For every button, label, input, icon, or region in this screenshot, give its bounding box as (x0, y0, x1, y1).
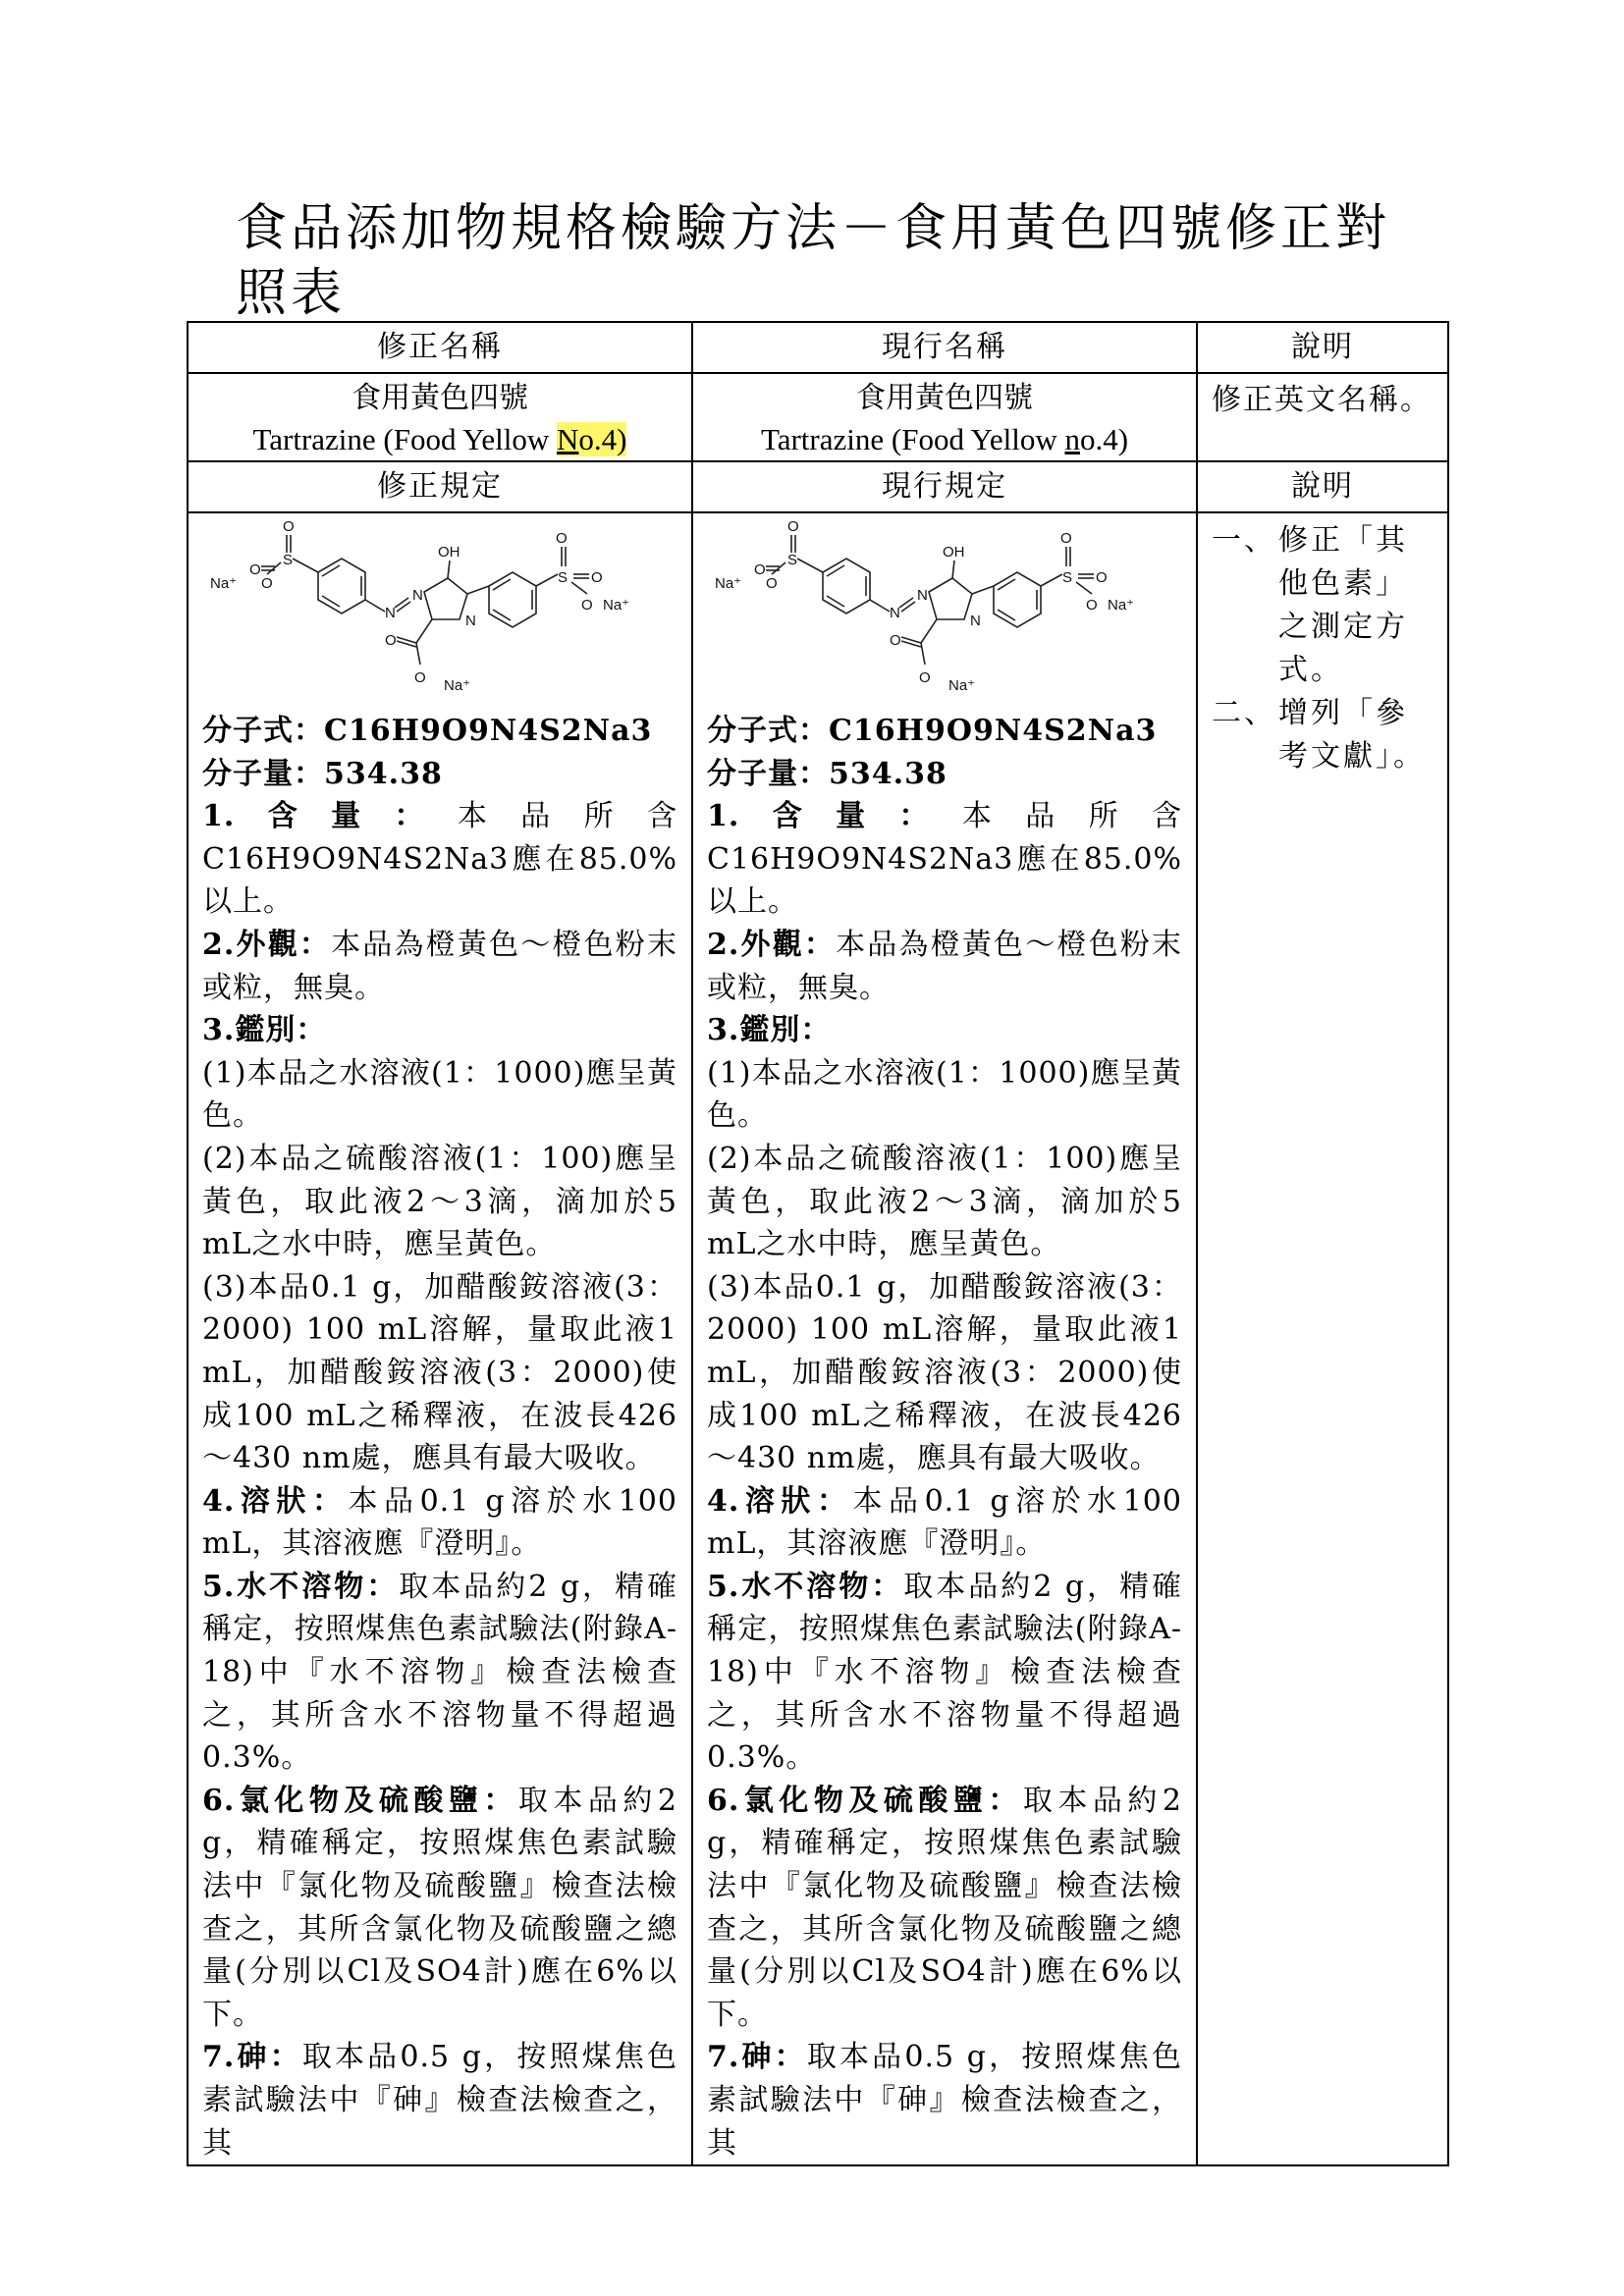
revised-rules (202, 517, 677, 2164)
mw-value: 534.38 (829, 756, 947, 791)
chem-atom-na: Na⁺ (715, 575, 742, 592)
rule-heading: 4.溶狀： (202, 1483, 349, 1519)
rule-paragraph (202, 2036, 677, 2164)
formula-value: C16H9O9N4S2Na3 (324, 714, 653, 748)
rule-paragraph (202, 1480, 677, 1566)
explanation-cell (1197, 512, 1448, 2165)
chem-atom-na: Na⁺ (948, 677, 976, 694)
current-rules-cell (692, 512, 1197, 2165)
chem-atom-o: O (556, 530, 568, 547)
rule-heading: 7.砷： (707, 2040, 807, 2075)
revised-name-en-highlight (557, 422, 626, 456)
tartrazine-structure-diagram (202, 517, 674, 704)
chem-atom-n: N (465, 613, 476, 629)
rule-paragraph (202, 1009, 677, 1052)
chem-atom-n: N (412, 587, 423, 604)
rule-text: (2)本品之硫酸溶液(1：100)應呈黃色，取此液2～3滴，滴加於5 mL之水中時，應呈黃色。 (202, 1141, 677, 1262)
revised-name-en-underline: N (557, 422, 579, 456)
chem-atom-o: O (283, 518, 295, 535)
rule-heading: 2.外觀： (707, 927, 837, 962)
rule-heading: 1.含量： (202, 799, 458, 834)
rule-text: 本品為橙黃色～橙色粉末或粒，無臭。 (202, 927, 678, 1005)
revised-name-en-rest: o.4) (578, 422, 627, 456)
name-note: 修正英文名稱。 (1197, 373, 1448, 461)
mw-label: 分子量： (707, 756, 829, 791)
rule-paragraph (707, 1566, 1182, 1780)
document-title: 食品添加物規格檢驗方法－食用黃色四號修正對照表 (236, 199, 1391, 323)
rule-paragraph (707, 795, 1182, 924)
revised-name-cell (188, 373, 692, 461)
chem-atom-o: O (261, 575, 273, 592)
chem-atom-o: O (385, 632, 397, 649)
rule-text: 本品為橙黃色～橙色粉末或粒，無臭。 (707, 927, 1183, 1005)
rule-heading: 6.氯化物及硫酸鹽： (202, 1783, 518, 1818)
rule-paragraph (202, 924, 677, 1009)
rule-paragraph (707, 1138, 1182, 1266)
rule-heading: 5.水不溶物： (202, 1569, 400, 1604)
chem-atom-s: S (558, 569, 568, 586)
rule-text: (3)本品0.1 g，加醋酸銨溶液(3：2000) 100 mL溶解，量取此液1 mL，加醋酸銨溶液(3：2000)使成100 mL之稀釋液，在波長426～430 nm處，應具有最大吸收。 (202, 1269, 677, 1476)
rule-paragraph (707, 924, 1182, 1009)
formula-value: C16H9O9N4S2Na3 (829, 714, 1158, 748)
explanation-text: 修正「其他色素」之測定方式。 (1278, 523, 1408, 687)
header-row-rules (188, 461, 1448, 512)
mw-value: 534.38 (324, 756, 443, 791)
rule-text: (3)本品0.1 g，加醋酸銨溶液(3：2000) 100 mL溶解，量取此液1 mL，加醋酸銨溶液(3：2000)使成100 mL之稀釋液，在波長426～430 nm處，應具有最大吸收。 (707, 1269, 1182, 1476)
rule-heading: 1.含量： (707, 799, 962, 834)
chem-atom-na: Na⁺ (1108, 597, 1135, 614)
rule-text: 本品所含C16H9O9N4S2Na3應在85.0%以上。 (707, 799, 1183, 920)
chem-atom-o: O (754, 561, 766, 578)
explanation-num: 二、 (1212, 696, 1276, 730)
rule-heading: 3.鑑別： (707, 1013, 832, 1048)
current-name-en-rest: o.4) (1079, 422, 1129, 456)
molecular-weight-line (707, 753, 1182, 796)
header-current-rules: 現行規定 (692, 461, 1197, 512)
rule-paragraph (707, 1266, 1182, 1480)
formula-line (707, 710, 1182, 753)
revised-name-en (189, 419, 691, 460)
header-explanation-2: 說明 (1197, 461, 1448, 512)
chem-atom-o: O (1060, 530, 1072, 547)
rule-heading: 6.氯化物及硫酸鹽： (707, 1783, 1023, 1818)
rule-text: 本品所含C16H9O9N4S2Na3應在85.0%以上。 (202, 799, 678, 920)
header-current-name: 現行名稱 (692, 322, 1197, 373)
rule-paragraph (707, 2036, 1182, 2164)
rule-paragraph (707, 1780, 1182, 2037)
name-row (188, 373, 1448, 461)
explanation-num: 一、 (1212, 523, 1276, 558)
chem-atom-oh: OH (438, 544, 460, 561)
rule-paragraph (707, 1009, 1182, 1052)
chem-atom-s: S (1062, 569, 1073, 586)
rule-paragraph (707, 1480, 1182, 1566)
molecular-weight-line (202, 753, 677, 796)
explanation-list (1212, 519, 1437, 778)
chem-atom-n: N (917, 587, 928, 604)
rule-heading: 5.水不溶物： (707, 1569, 904, 1604)
formula-line (202, 710, 677, 753)
current-name-en (693, 419, 1196, 460)
rule-paragraph (202, 1780, 677, 2037)
chem-atom-o: O (919, 669, 931, 686)
chem-atom-n: N (890, 605, 900, 621)
rule-text: 取本品約2 g，精確稱定，按照煤焦色素試驗法中『氯化物及硫酸鹽』檢查法檢查之，其所含氯化物及硫酸鹽之總量(分別以Cl及SO4計)應在6%以下。 (202, 1783, 677, 2032)
rule-paragraph (202, 1566, 677, 1780)
comparison-table (187, 321, 1449, 2166)
chem-atom-o: O (581, 597, 593, 614)
revised-rules-cell (188, 512, 692, 2165)
rules-row (188, 512, 1448, 2165)
chem-atom-n: N (970, 613, 981, 629)
current-name-cell (692, 373, 1197, 461)
rule-text: 取本品約2 g，精確稱定，按照煤焦色素試驗法(附錄A-18)中『水不溶物』檢查法檢查之，其所含水不溶物量不得超過0.3%。 (707, 1569, 1183, 1776)
chem-atom-oh: OH (943, 544, 965, 561)
header-revised-rules: 修正規定 (188, 461, 692, 512)
rule-text: 取本品約2 g，精確稱定，按照煤焦色素試驗法中『氯化物及硫酸鹽』檢查法檢查之，其所含氯化物及硫酸鹽之總量(分別以Cl及SO4計)應在6%以下。 (707, 1783, 1182, 2032)
header-row-names (188, 322, 1448, 373)
chem-atom-o: O (249, 561, 261, 578)
explanation-text: 增列「參考文獻」。 (1278, 696, 1426, 774)
chem-atom-o: O (414, 669, 426, 686)
rule-heading: 2.外觀： (202, 927, 332, 962)
rule-text: (1)本品之水溶液(1：1000)應呈黃色。 (202, 1055, 677, 1134)
rule-paragraph (707, 1052, 1182, 1138)
explanation-item (1212, 519, 1437, 692)
chem-atom-na: Na⁺ (444, 677, 471, 694)
current-name-zh: 食用黃色四號 (856, 381, 1033, 415)
rule-text: (2)本品之硫酸溶液(1：100)應呈黃色，取此液2～3滴，滴加於5 mL之水中時，應呈黃色。 (707, 1141, 1182, 1262)
chem-atom-s: S (787, 552, 798, 568)
chem-atom-o: O (787, 518, 799, 535)
rule-heading: 4.溶狀： (707, 1483, 853, 1519)
chem-atom-s: S (283, 552, 294, 568)
chem-atom-o: O (1086, 597, 1098, 614)
chem-atom-n: N (385, 605, 396, 621)
formula-label: 分子式： (202, 714, 324, 748)
chem-atom-o: O (890, 632, 901, 649)
formula-label: 分子式： (707, 714, 829, 748)
explanation-item (1212, 692, 1437, 778)
revised-name-en-prefix: Tartrazine (Food Yellow (252, 422, 558, 456)
rule-text: (1)本品之水溶液(1：1000)應呈黃色。 (707, 1055, 1182, 1134)
rule-text: 本品0.1 g溶於水100 mL，其溶液應『澄明』。 (202, 1483, 677, 1562)
rule-paragraph (202, 795, 677, 924)
tartrazine-structure-diagram (707, 517, 1178, 704)
header-revised-name: 修正名稱 (188, 322, 692, 373)
rule-text: 本品0.1 g溶於水100 mL，其溶液應『澄明』。 (707, 1483, 1182, 1562)
current-rules (707, 517, 1182, 2164)
chem-atom-o: O (591, 569, 603, 586)
rule-text: 取本品約2 g，精確稱定，按照煤焦色素試驗法(附錄A-18)中『水不溶物』檢查法檢查之，其所含水不溶物量不得超過0.3%。 (202, 1569, 678, 1776)
rule-paragraph (202, 1052, 677, 1138)
revised-name-zh: 食用黃色四號 (352, 381, 528, 415)
chem-atom-o: O (1096, 569, 1108, 586)
rule-text: 取本品0.5 g，按照煤焦色素試驗法中『砷』檢查法檢查之，其 (707, 2040, 1183, 2161)
rule-text: 取本品0.5 g，按照煤焦色素試驗法中『砷』檢查法檢查之，其 (202, 2040, 678, 2161)
chem-atom-o: O (766, 575, 778, 592)
rule-paragraph (202, 1138, 677, 1266)
mw-label: 分子量： (202, 756, 324, 791)
rule-heading: 3.鑑別： (202, 1013, 327, 1048)
header-explanation: 說明 (1197, 322, 1448, 373)
current-name-en-underline: n (1064, 422, 1080, 456)
rule-paragraph (202, 1266, 677, 1480)
chem-atom-na: Na⁺ (210, 575, 238, 592)
rule-heading: 7.砷： (202, 2040, 302, 2075)
chem-atom-na: Na⁺ (603, 597, 630, 614)
current-name-en-prefix: Tartrazine (Food Yellow (760, 422, 1065, 456)
